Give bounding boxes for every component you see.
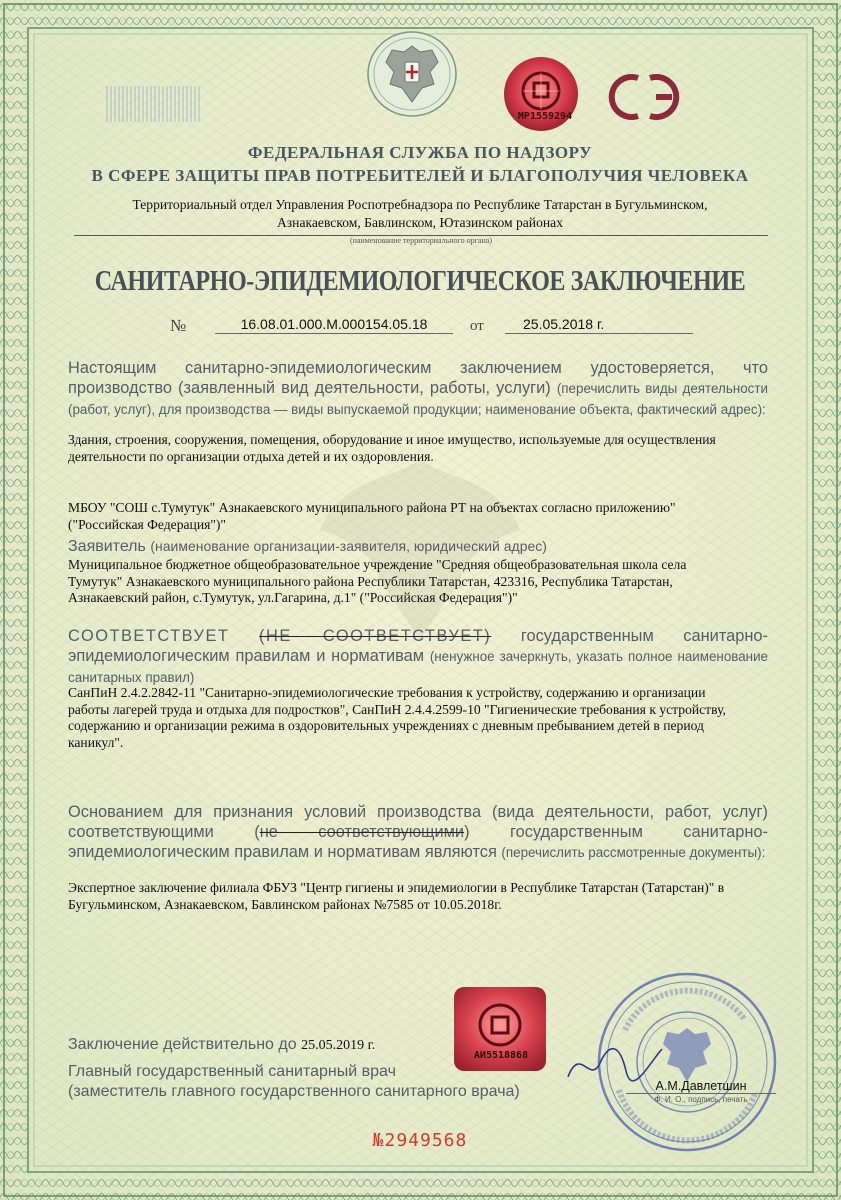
rules-line3: содержанию и организации режима в оздоровительных учреждениях с дневным пребыванием детей в период [68,718,704,733]
applicant-hint: (наименование организации-заявителя, юридический адрес) [150,538,547,554]
hologram-serial-number: МР1559294 [517,111,573,122]
department-line2: Азнакаевском, Бавлинском, Ютазинском районах [276,215,563,230]
date-prefix: от [470,318,484,334]
agency-name-line2: В СФЕРЕ ЗАЩИТЫ ПРАВ ПОТРЕБИТЕЛЕЙ И БЛАГОПОЛУЧИЯ ЧЕЛОВЕКА [91,166,749,185]
applicant-details [68,557,768,607]
certificate-date: 25.05.2018 г. [505,316,693,334]
hologram-serial-number: АИ5518868 [473,1050,529,1061]
applicant-line2: Тумутук" Азнакаевского муниципального района Республики Татарстан, 423316, Республика Татарстан, [68,573,673,589]
certificate-number: 16.08.01.000.М.000154.05.18 [215,316,453,334]
basis-text-after: ) государственным санитарно-эпидемиологическим правилам и нормативам являются [68,823,768,861]
sanitary-rules [68,685,768,751]
signer-name: А.М.Давлетшин [626,1079,776,1094]
object-description [68,500,768,533]
applicant-line1: Муниципальное бюджетное общеобразовательное учреждение "Средняя общеобразовательная школа села [68,557,687,572]
activity-line1: Здания, строения, сооружения, помещения, оборудование и иное имущество, используемые для осуществления [68,432,716,447]
intro-paragraph [68,358,768,420]
rospotrebnadzor-emblem-icon [362,28,462,120]
basis-struck: не соответствующими [259,823,465,841]
sanitary-conformity-mark-icon [602,68,688,126]
validity-row [68,1036,375,1054]
conformity-status: СООТВЕТСТВУЕТ [68,627,230,645]
territorial-department [60,196,780,232]
activity-line2: деятельности по организации отдыха детей и их оздоровления. [68,448,434,464]
validity-date: 25.05.2019 г. [301,1038,376,1053]
intro-text: Настоящим санитарно-эпидемиологическим заключением удостоверяется, что производство (заявленный вид деятельности, работы, услуги) [68,359,768,397]
basis-text-before: Основанием для признания условий производства (вида деятельности, работ, услуг) соответствующими ( [68,803,768,841]
applicant-line3: Азнакаевский район, с.Тумутук, ул.Гагарина, д.1" ("Российская Федерация")" [68,590,518,605]
form-serial-number: №2949568 [372,1130,468,1151]
number-sign: № [170,316,187,335]
security-hologram-strip [106,86,200,122]
validity-label: Заключение действительно до [68,1036,297,1053]
activity-description [68,432,768,465]
rules-line1: СанПиН 2.4.2.2842-11 "Санитарно-эпидемиологические требования к устройству, содержанию и организации [68,685,706,700]
rules-line4: каникул". [68,734,124,750]
conformity-paragraph [68,626,768,688]
basis-paragraph [68,802,768,863]
rules-line2: работы лагерей труда и отдыха для подростков", СанПиН 2.4.4.2599-10 "Гигиенические требования к устройству, [68,701,726,717]
chief-deputy-title: (заместитель главного государственного санитарного врача) [68,1083,520,1100]
document-title: САНИТАРНО-ЭПИДЕМИОЛОГИЧЕСКОЕ ЗАКЛЮЧЕНИЕ [94,266,746,297]
agency-name-line1: ФЕДЕРАЛЬНАЯ СЛУЖБА ПО НАДЗОРУ [247,143,593,162]
department-line1: Территориальный отдел Управления Роспотребнадзора по Республике Татарстан в Бугульминском, [132,197,708,212]
signer-caption: Ф. И. О., подпись, печать [654,1095,748,1104]
intro-hint: (перечислить виды деятельности (работ, услуг), для производства — виды выпускаемой продукции; наименование объекта, фактический адрес): [68,381,768,417]
basis-hint: (перечислить рассмотренные документы): [501,845,766,860]
applicant-label: Заявитель [68,538,146,555]
chief-title: Главный государственный санитарный врач [68,1063,396,1080]
conformity-struck: (НЕ СООТВЕТСТВУЕТ) [259,627,492,645]
basis-documents [68,880,768,913]
conformity-text: государственным санитарно-эпидемиологическим правилам и нормативам [68,627,769,665]
department-caption: (наименование территориального органа) [350,236,492,245]
conformity-hint: (ненужное зачеркнуть, указать полное наименование санитарных правил) [68,649,768,685]
basis-doc-line1: Экспертное заключение филиала ФБУЗ "Центр гигиены и эпидемиологии в Республике Татарстан (Татарстан)" в [68,880,725,895]
object-line2: ("Российская Федерация")" [68,516,226,532]
applicant-heading [68,538,768,556]
basis-doc-line2: Бугульминском, Азнакаевском, Бавлинском районах №7585 от 10.05.2018г. [68,896,502,912]
object-line1: МБОУ "СОШ с.Тумутук" Азнакаевского муниципального района РТ на объектах согласно приложению" [68,500,676,515]
